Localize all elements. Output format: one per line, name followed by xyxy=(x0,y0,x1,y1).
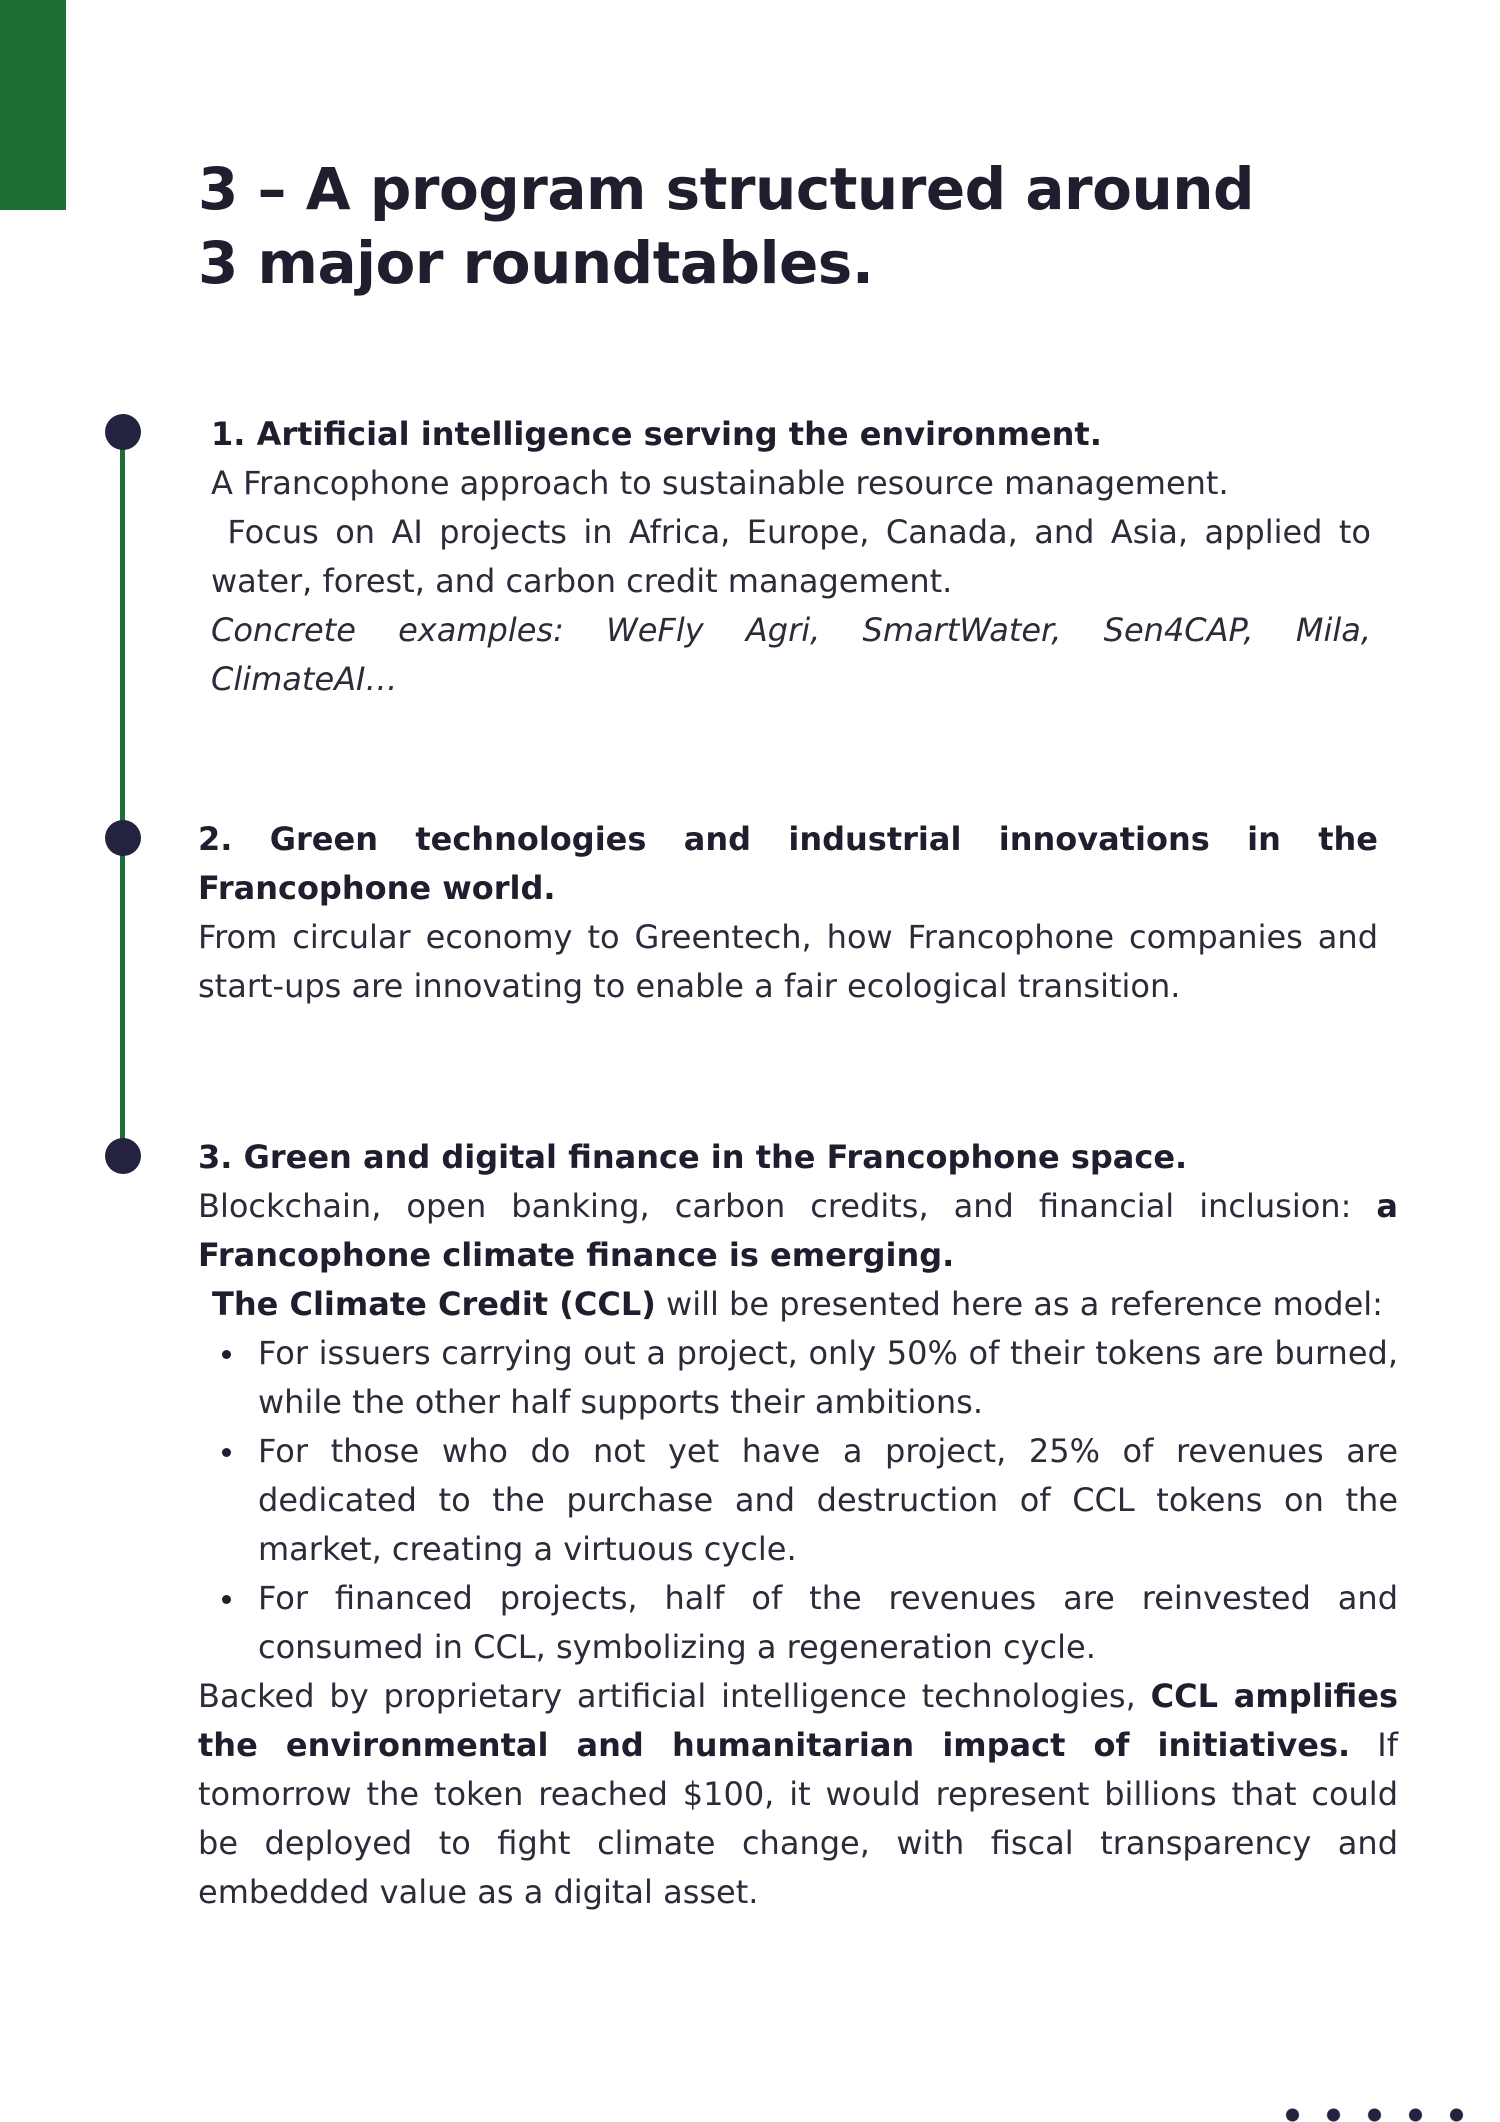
roundtable-3-heading: 3. Green and digital finance in the Francophone space. xyxy=(198,1138,1188,1176)
roundtable-1 xyxy=(211,410,1382,704)
list-item: For financed projects, half of the revenues are reinvested and consumed in CCL, symbolizing a regeneration cycle. xyxy=(258,1574,1398,1672)
accent-bar xyxy=(0,0,66,210)
roundtable-1-line-1: A Francophone approach to sustainable resource management. xyxy=(211,464,1229,502)
roundtable-3-intro-bold: a Francophone climate finance is emerging. xyxy=(198,1187,1398,1274)
roundtable-2-heading: 2. Green technologies and industrial innovations in the Francophone world. xyxy=(198,820,1378,907)
roundtable-3 xyxy=(198,1133,1398,1917)
closing-start: Backed by proprietary artificial intelligence technologies, xyxy=(198,1677,1151,1715)
title-line-1: 3 – A program structured around xyxy=(198,155,1255,223)
roundtable-1-line-2: Focus on AI projects in Africa, Europe, Canada, and Asia, applied to water, forest, and carbon credit management. xyxy=(211,513,1382,600)
list-item: For those who do not yet have a project, 25% of revenues are dedicated to the purchase and destruction of CCL tokens on the market, creating a virtuous cycle. xyxy=(258,1427,1398,1574)
timeline-dot-2 xyxy=(105,820,141,856)
timeline-dot-1 xyxy=(105,414,141,450)
roundtable-2 xyxy=(198,815,1378,1011)
decorative-dot-grid xyxy=(1272,2095,1472,2122)
roundtable-1-examples: Concrete examples: WeFly Agri, SmartWater, Sen4CAP, Mila, ClimateAI… xyxy=(211,611,1371,698)
title-line-2: 3 major roundtables. xyxy=(198,229,874,297)
ccl-bullet-list xyxy=(198,1329,1398,1672)
roundtable-3-closing xyxy=(198,1672,1398,1917)
ccl-description: will be presented here as a reference model: xyxy=(655,1285,1383,1323)
timeline-dot-3 xyxy=(105,1138,141,1174)
roundtable-3-intro xyxy=(198,1182,1398,1280)
roundtable-3-ccl xyxy=(198,1280,1398,1329)
roundtable-2-body: From circular economy to Greentech, how Francophone companies and start-ups are innovating to enable a fair ecological transition. xyxy=(198,918,1378,1005)
roundtable-3-intro-text: Blockchain, open banking, carbon credits, and financial inclusion: xyxy=(198,1187,1377,1225)
closing-end: If tomorrow the token reached $100, it would represent billions that could be deployed to fight climate change, with fiscal transparency and embedded value as a digital asset. xyxy=(198,1726,1399,1911)
page-title xyxy=(198,152,1398,300)
list-item: For issuers carrying out a project, only 50% of their tokens are burned, while the other half supports their ambitions. xyxy=(258,1329,1398,1427)
closing-bold: CCL amplifies the environmental and humanitarian impact of initiatives. xyxy=(198,1677,1399,1764)
timeline-line xyxy=(120,432,125,1158)
ccl-name: The Climate Credit (CCL) xyxy=(212,1285,656,1323)
roundtable-1-heading: 1. Artificial intelligence serving the environment. xyxy=(211,415,1102,453)
